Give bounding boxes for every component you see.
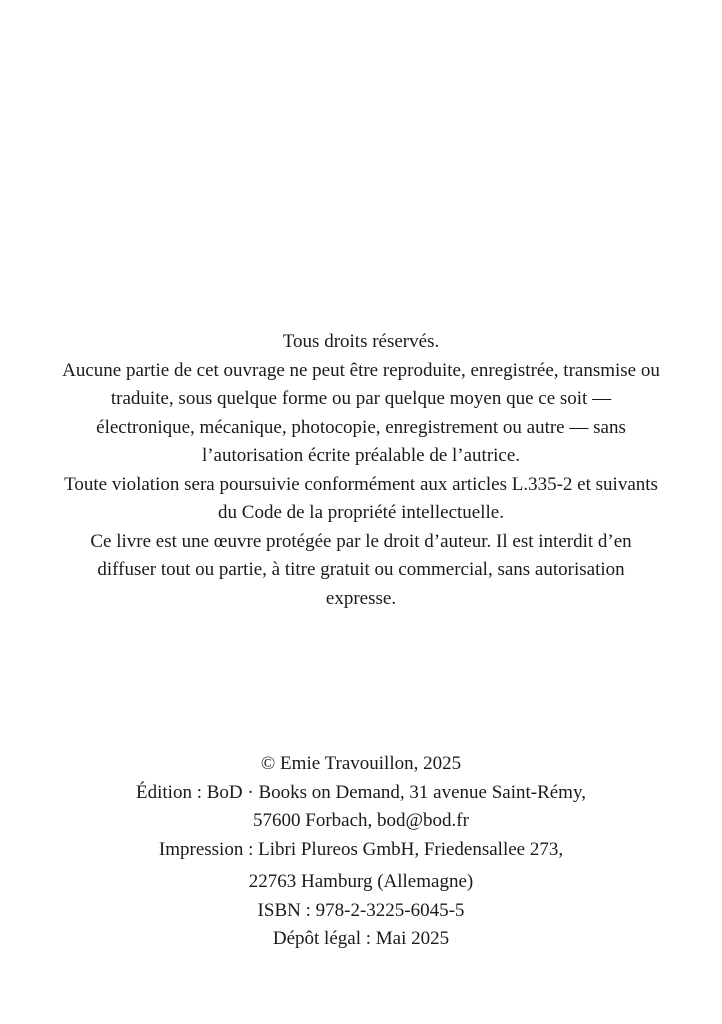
reproduction-prohibition-paragraph: Aucune partie de cet ouvrage ne peut être reproduite, enregistrée, transmise ou traduite, sous quelque forme ou par quelque moyen que ce soit — électronique, mécanique, photocopie, enregistrement ou autre — sans l’autorisation écrite préalable de l’autrice. [62,359,660,466]
legal-violation-paragraph: Toute violation sera poursuivie conformément aux articles L.335-2 et suivants du Code de la propriété intellectuelle. [64,473,658,523]
isbn-line: ISBN : 978-2-3225-6045-5 [257,899,465,921]
printing-line-2: 22763 Hamburg (Allemagne) [248,871,474,892]
rights-reserved-line: Tous droits réservés. [282,331,440,352]
edition-line-2: 57600 Forbach, bod@bod.fr [253,810,469,831]
edition-line-1: Édition : BoD · Books on Demand, 31 avenue Saint-Rémy, [136,781,586,803]
legal-deposit-line: Dépôt légal : Mai 2025 [272,928,450,949]
printing-line-1: Impression : Libri Plureos GmbH, Friedensallee 273, [158,838,564,860]
rights-notice [60,328,662,613]
copyright-protection-paragraph: Ce livre est une œuvre protégée par le droit d’auteur. Il est interdit d’en diffuser tout ou partie, à titre gratuit ou commercial, sans autorisation expresse. [90,530,632,609]
copyright-line: © Emie Travouillon, 2025 [260,753,462,774]
colophon [60,750,662,954]
